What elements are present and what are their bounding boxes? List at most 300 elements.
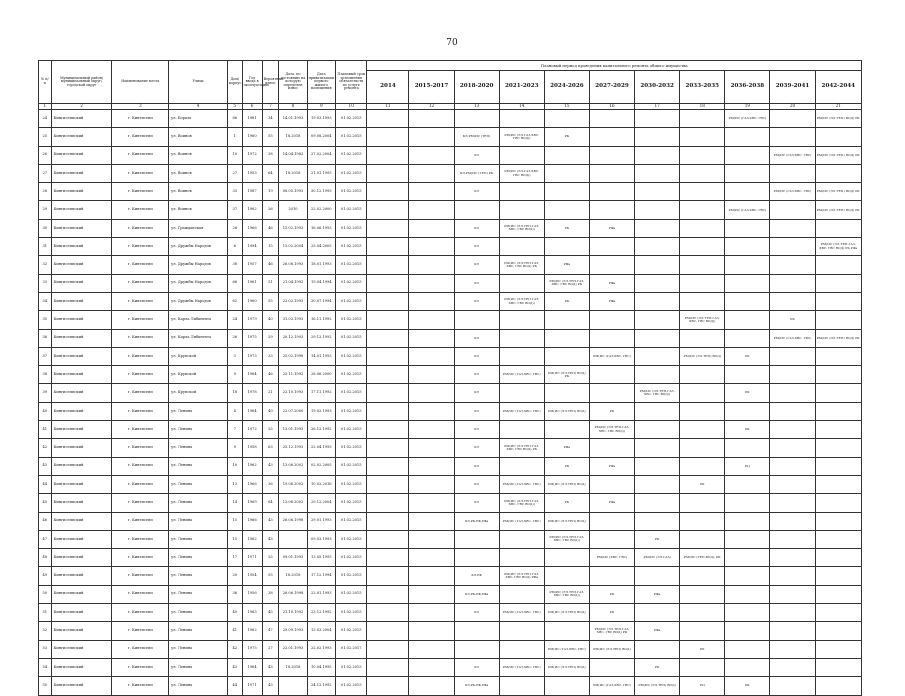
street-cell: ул. Ленина [169, 402, 228, 420]
district-cell: Кингисеппский [51, 201, 112, 219]
house-cell: 6 [227, 238, 242, 256]
date-repair-cell: 15.02.1993 [279, 219, 307, 237]
period-work-cell [635, 146, 680, 164]
settlement-cell: г. Кингисепп [112, 311, 169, 329]
period-work-cell [770, 366, 815, 384]
date-repair-cell: 18.2018 [279, 164, 307, 182]
row-number: 46 [39, 512, 52, 530]
period-work-cell [725, 567, 770, 585]
row-number: 30 [39, 219, 52, 237]
street-cell: ул. Ленина [169, 677, 228, 695]
deadline-cell: 01.02.2015 [335, 146, 366, 164]
house-cell: 10 [227, 146, 242, 164]
period-work-cell: РФа [589, 494, 634, 512]
period-work-cell [499, 530, 544, 548]
date-repair-cell: 18.2018 [279, 658, 307, 676]
period-work-cell [635, 439, 680, 457]
period-work-cell [589, 164, 634, 182]
period-work-cell [635, 128, 680, 146]
period-work-cell: РК [589, 604, 634, 622]
period-work-cell: РК [725, 421, 770, 439]
period-work-cell [544, 549, 589, 567]
street-cell: ул. Гражданская [169, 219, 228, 237]
row-number: 44 [39, 475, 52, 493]
date-repair-cell: 13.01.1993 [279, 421, 307, 439]
row-number: 32 [39, 256, 52, 274]
date-repair-cell: 22.01.1993 [279, 640, 307, 658]
header-house: Дом/корпус [227, 61, 242, 104]
period-work-cell: КЭ [454, 329, 499, 347]
period-work-cell [770, 640, 815, 658]
period-work-cell [680, 658, 725, 676]
period-work-cell [680, 604, 725, 622]
column-number: 16 [589, 104, 634, 110]
date-repair-cell: 20.12.1993 [279, 329, 307, 347]
period-work-cell [499, 183, 544, 201]
date-repair-cell: 18.2018 [279, 567, 307, 585]
period-work-cell [454, 201, 499, 219]
period-work-cell [367, 494, 409, 512]
period-work-cell [589, 329, 634, 347]
period-work-cell [499, 457, 544, 475]
wear-cell: 49 [262, 402, 279, 420]
year-built-cell: 1972 [242, 146, 262, 164]
deadline-cell: 01.02.2015 [335, 439, 366, 457]
header-date-privatization: Дата приватизации первого жилого помещения [307, 61, 335, 104]
period-work-cell [770, 274, 815, 292]
period-work-cell: КЭ,РК,РФ,РФа [454, 677, 499, 695]
street-cell: ул. Дружбы Народов [169, 292, 228, 310]
period-work-cell: КЭ [454, 274, 499, 292]
period-work-cell [680, 292, 725, 310]
street-cell: ул. Ленина [169, 494, 228, 512]
period-work-cell [770, 128, 815, 146]
house-cell: 15 [227, 530, 242, 548]
period-work-cell [544, 183, 589, 201]
period-work-cell [589, 110, 634, 128]
year-built-cell: 1966 [242, 512, 262, 530]
period-work-cell [589, 512, 634, 530]
street-cell: ул. Ленина [169, 439, 228, 457]
period-work-cell: КЭ,РК,РФ,РФа [454, 512, 499, 530]
district-cell: Кингисеппский [51, 219, 112, 237]
year-built-cell: 1975 [242, 329, 262, 347]
street-cell: ул. Крупской [169, 347, 228, 365]
period-work-cell: КЭ [454, 256, 499, 274]
period-work-cell: КЭ [454, 292, 499, 310]
deadline-cell: 01.02.2015 [335, 567, 366, 585]
row-number: 47 [39, 530, 52, 548]
period-work-cell: РМ(ИС (ЭЛ.ТЕП.ГАЗ, ХВС, ГВС ВОД)) [544, 530, 589, 548]
period-work-cell: РМ(ИС (ЭЛ.ТЕП) ВОД) [544, 604, 589, 622]
table-row [39, 640, 862, 658]
row-number: 34 [39, 292, 52, 310]
column-number: 15 [544, 104, 589, 110]
period-work-cell [589, 658, 634, 676]
period-work-cell [544, 329, 589, 347]
row-number: 31 [39, 238, 52, 256]
period-work-cell [770, 585, 815, 603]
period-work-cell [635, 402, 680, 420]
column-number: 8 [279, 104, 307, 110]
period-work-cell: РК [680, 475, 725, 493]
period-work-cell [367, 366, 409, 384]
date-repair-cell: 25.02.1998 [279, 347, 307, 365]
period-work-cell [815, 421, 861, 439]
period-work-cell [409, 677, 454, 695]
wear-cell: 45 [262, 604, 279, 622]
period-work-cell: РМ(ИС (ГАЗ,ХВС, ГВС) [499, 512, 544, 530]
period-work-cell [725, 585, 770, 603]
period-work-cell [635, 640, 680, 658]
row-number: 24 [39, 110, 52, 128]
district-cell: Кингисеппский [51, 347, 112, 365]
period-work-cell [499, 146, 544, 164]
district-cell: Кингисеппский [51, 512, 112, 530]
date-repair-cell: 26.06.1998 [279, 512, 307, 530]
deadline-cell: 01.02.2015 [335, 292, 366, 310]
house-cell: 9 [227, 366, 242, 384]
period-work-cell [409, 421, 454, 439]
period-work-cell [367, 475, 409, 493]
table-row [39, 530, 862, 548]
period-work-cell [589, 256, 634, 274]
period-work-cell [680, 622, 725, 640]
table-row [39, 292, 862, 310]
deadline-cell: 01.02.2015 [335, 530, 366, 548]
period-work-cell [409, 658, 454, 676]
period-work-cell [409, 366, 454, 384]
period-work-cell: РМ(ИС (ЭЛ.ГАЗ) [635, 549, 680, 567]
period-work-cell [770, 494, 815, 512]
period-work-cell [725, 475, 770, 493]
row-number: 26 [39, 146, 52, 164]
date-privatization-cell: 28.06.2000 [307, 366, 335, 384]
period-work-cell [770, 530, 815, 548]
period-work-cell: РК [725, 384, 770, 402]
period-work-cell [409, 439, 454, 457]
period-work-cell [544, 146, 589, 164]
date-repair-cell: 18.2018 [279, 128, 307, 146]
period-work-cell [680, 110, 725, 128]
period-work-cell: РМ(ИС (ЭЛ.ТЕП) ВОД) РК [815, 183, 861, 201]
wear-cell: 43 [262, 658, 279, 676]
period-work-cell: РМ(ИС (ЭЛ.ТЕП.ГАЗ, ХВС, ГВС ВОД)) [589, 421, 634, 439]
deadline-cell: 01.02.2015 [335, 238, 366, 256]
date-repair-cell: 29.09.1993 [279, 622, 307, 640]
period-work-cell [635, 604, 680, 622]
year-built-cell: 1957 [242, 256, 262, 274]
period-work-cell: РФа [635, 585, 680, 603]
period-work-cell [454, 311, 499, 329]
year-built-cell: 1972 [242, 421, 262, 439]
period-work-cell [499, 622, 544, 640]
wear-cell: 25 [262, 421, 279, 439]
year-built-cell: 1964 [242, 366, 262, 384]
street-cell: ул. Ленина [169, 658, 228, 676]
table-row [39, 475, 862, 493]
settlement-cell: г. Кингисепп [112, 274, 169, 292]
column-number: 14 [499, 104, 544, 110]
date-privatization-cell: 22.04.1993 [307, 439, 335, 457]
deadline-cell: 01.02.2015 [335, 549, 366, 567]
settlement-cell: г. Кингисепп [112, 329, 169, 347]
year-built-cell: 1954 [242, 567, 262, 585]
date-repair-cell: 22.07.2000 [279, 402, 307, 420]
period-work-cell [409, 292, 454, 310]
period-work-cell [454, 622, 499, 640]
period-work-cell [367, 457, 409, 475]
period-work-cell: РМ(ИС (ЭЛ.ТЕП) ВОД) [544, 475, 589, 493]
date-privatization-cell: 29.01.1993 [307, 512, 335, 530]
period-work-cell [680, 421, 725, 439]
period-work-cell [589, 311, 634, 329]
row-number: 51 [39, 604, 52, 622]
period-work-cell [589, 567, 634, 585]
table-row [39, 421, 862, 439]
period-work-cell: РМ(ИС (ЭЛ.ТЕП.ГАЗ, ХВС, ГВС ВОД) РК [544, 274, 589, 292]
header-wear: Вероятный износ [262, 61, 279, 104]
period-work-cell [770, 292, 815, 310]
period-work-cell: РМ(ИС (ЭЛ.ТЕП) ВОД) [589, 640, 634, 658]
period-work-cell [680, 530, 725, 548]
period-work-cell [409, 164, 454, 182]
wear-cell: 25 [262, 549, 279, 567]
row-number: 40 [39, 402, 52, 420]
date-privatization-cell: 09.03.1993 [307, 530, 335, 548]
year-built-cell: 1960 [242, 292, 262, 310]
period-work-cell [680, 494, 725, 512]
period-work-cell: РФа [589, 457, 634, 475]
period-work-cell [367, 677, 409, 695]
deadline-cell: 01.02.2015 [335, 201, 366, 219]
column-number: 2 [51, 104, 112, 110]
date-privatization-cell: 19.04.1994 [307, 274, 335, 292]
period-work-cell [544, 164, 589, 182]
period-work-cell [367, 329, 409, 347]
year-built-cell: 1953 [242, 164, 262, 182]
period-work-cell [409, 201, 454, 219]
settlement-cell: г. Кингисепп [112, 128, 169, 146]
period-work-cell: РМ(ИС (ЭЛ.ТЕП.ГАЗ, ХВС, ГВС ВОД)) [499, 292, 544, 310]
settlement-cell: г. Кингисепп [112, 604, 169, 622]
period-work-cell [815, 366, 861, 384]
row-number: 35 [39, 311, 52, 329]
table-row [39, 658, 862, 676]
date-privatization-cell: 29.12.1992 [307, 329, 335, 347]
period-work-cell [635, 457, 680, 475]
period-work-cell [589, 183, 634, 201]
date-privatization-cell: 22.02.2000 [307, 201, 335, 219]
year-built-cell: 1958 [242, 439, 262, 457]
period-work-cell [815, 677, 861, 695]
period-work-cell [499, 549, 544, 567]
period-work-cell [635, 183, 680, 201]
deadline-cell: 01.02.2015 [335, 421, 366, 439]
deadline-cell: 01.02.2015 [335, 256, 366, 274]
deadline-cell: 01.02.2015 [335, 110, 366, 128]
column-number: 21 [815, 104, 861, 110]
settlement-cell: г. Кингисепп [112, 366, 169, 384]
period-work-cell [635, 567, 680, 585]
settlement-cell: г. Кингисепп [112, 512, 169, 530]
date-privatization-cell: 20.07.1994 [307, 292, 335, 310]
period-work-cell [635, 347, 680, 365]
period-work-cell: РМ(ИС (ГАЗ,ХВС, ГВС) [499, 366, 544, 384]
page-number: 70 [446, 38, 458, 48]
deadline-cell: 01.02.2015 [335, 384, 366, 402]
period-work-cell [680, 238, 725, 256]
period-work-cell [815, 549, 861, 567]
year-built-cell: 1978 [242, 384, 262, 402]
table-row [39, 384, 862, 402]
period-work-cell [725, 640, 770, 658]
street-cell: ул. Ленина [169, 549, 228, 567]
table-row [39, 439, 862, 457]
period-work-cell [815, 219, 861, 237]
house-cell: 1 [227, 128, 242, 146]
date-privatization-cell: 09.08.2004 [307, 128, 335, 146]
period-work-cell [409, 475, 454, 493]
settlement-cell: г. Кингисепп [112, 421, 169, 439]
period-work-cell [815, 475, 861, 493]
settlement-cell: г. Кингисепп [112, 219, 169, 237]
settlement-cell: г. Кингисепп [112, 530, 169, 548]
wear-cell: 43 [262, 677, 279, 695]
house-cell: 38 [227, 256, 242, 274]
house-cell: 41 [227, 622, 242, 640]
table-row [39, 146, 862, 164]
period-work-cell: РМ(ИС (ЭЛ.ТЕП.ГАЗ, ХВС, ГВС ВОД)) [680, 311, 725, 329]
period-work-cell [680, 439, 725, 457]
wear-cell: 36 [262, 475, 279, 493]
table-row [39, 457, 862, 475]
period-work-cell [367, 219, 409, 237]
date-privatization-cell: 16.11.1992 [307, 311, 335, 329]
period-work-cell [454, 110, 499, 128]
period-work-cell: РМ(ИС (ЭЛ.ГАЗ,ХВС, ГВС ВОД)) [499, 128, 544, 146]
period-work-cell: КЭ [454, 457, 499, 475]
wear-cell: 29 [262, 329, 279, 347]
settlement-cell: г. Кингисепп [112, 475, 169, 493]
deadline-cell: 01.02.2015 [335, 329, 366, 347]
period-work-cell [815, 494, 861, 512]
period-work-cell: РЦ [680, 677, 725, 695]
table-row [39, 219, 862, 237]
wear-cell: 55 [262, 128, 279, 146]
period-work-cell: РМ(ИС (ЭЛ.ТЕП.ГАЗ, ХВС, ГВС ВОД)) [544, 585, 589, 603]
period-work-cell [499, 329, 544, 347]
header-period: 2014 [367, 71, 409, 104]
date-repair-cell: 09.01.1993 [279, 549, 307, 567]
period-work-cell [409, 274, 454, 292]
period-work-cell: РМ(ИС (ГАЗ,ХВС, ГВС) [725, 201, 770, 219]
column-number: 6 [242, 104, 262, 110]
house-cell: 33 [227, 183, 242, 201]
district-cell: Кингисеппский [51, 256, 112, 274]
period-work-cell [409, 549, 454, 567]
date-privatization-cell: 17.11.1992 [307, 384, 335, 402]
period-work-cell [499, 384, 544, 402]
settlement-cell: г. Кингисепп [112, 183, 169, 201]
period-work-cell [770, 457, 815, 475]
row-number: 41 [39, 421, 52, 439]
period-work-cell [725, 128, 770, 146]
period-work-cell [725, 256, 770, 274]
period-work-cell: РК [544, 128, 589, 146]
period-work-cell [409, 530, 454, 548]
wear-cell: 38 [262, 146, 279, 164]
table-row [39, 677, 862, 695]
wear-cell: 43 [262, 457, 279, 475]
period-work-cell: РМ(ИС (ЭЛ.ТЕП) ВОД) РК [544, 366, 589, 384]
period-work-cell [680, 146, 725, 164]
date-repair-cell [279, 530, 307, 548]
district-cell: Кингисеппский [51, 402, 112, 420]
period-work-cell [815, 384, 861, 402]
wear-cell: 33 [262, 347, 279, 365]
wear-cell: 47 [262, 622, 279, 640]
settlement-cell: г. Кингисепп [112, 677, 169, 695]
period-work-cell: РФа [635, 622, 680, 640]
wear-cell: 19 [262, 183, 279, 201]
date-repair-cell: 14.04.1983 [279, 146, 307, 164]
period-work-cell [815, 164, 861, 182]
header-deadline: Плановый срок исполнения обязательств по услуге ремонта [335, 61, 366, 104]
date-repair-cell: 12.06.2002 [279, 494, 307, 512]
period-work-cell [680, 585, 725, 603]
period-work-cell [770, 421, 815, 439]
period-work-cell [367, 567, 409, 585]
column-number: 1 [39, 104, 52, 110]
settlement-cell: г. Кингисепп [112, 658, 169, 676]
period-work-cell [815, 567, 861, 585]
period-work-cell [770, 256, 815, 274]
period-work-cell [635, 256, 680, 274]
period-work-cell: РМ(ИС (ЭЛ.ГАЗ,ХВС, ГВС ВОД)) [499, 164, 544, 182]
period-work-cell: РМ(ИС (ЭЛ.ТЕП) ВОД) РК [815, 201, 861, 219]
house-cell: 86 [227, 110, 242, 128]
date-repair-cell: 23.03.1993 [279, 292, 307, 310]
period-work-cell [367, 530, 409, 548]
year-built-cell: 1960 [242, 128, 262, 146]
period-work-cell: РК [725, 677, 770, 695]
period-work-cell [725, 512, 770, 530]
period-work-cell [409, 384, 454, 402]
wear-cell: 27 [262, 640, 279, 658]
period-work-cell: КЭ [454, 475, 499, 493]
column-number: 19 [725, 104, 770, 110]
house-cell: 66 [227, 274, 242, 292]
table-row [39, 549, 862, 567]
street-cell: ул. Ленина [169, 530, 228, 548]
deadline-cell: 01.02.2015 [335, 475, 366, 493]
district-cell: Кингисеппский [51, 238, 112, 256]
period-work-cell [815, 658, 861, 676]
wear-cell: 55 [262, 567, 279, 585]
header-street: Улица [169, 61, 228, 104]
deadline-cell: 01.02.2015 [335, 183, 366, 201]
date-privatization-cell: 22.02.1993 [307, 640, 335, 658]
period-work-cell [544, 384, 589, 402]
period-work-cell [409, 567, 454, 585]
column-number: 9 [307, 104, 335, 110]
settlement-cell: г. Кингисепп [112, 585, 169, 603]
district-cell: Кингисеппский [51, 658, 112, 676]
period-work-cell: РК [589, 585, 634, 603]
period-work-cell: КЭ [454, 219, 499, 237]
period-work-cell [680, 329, 725, 347]
